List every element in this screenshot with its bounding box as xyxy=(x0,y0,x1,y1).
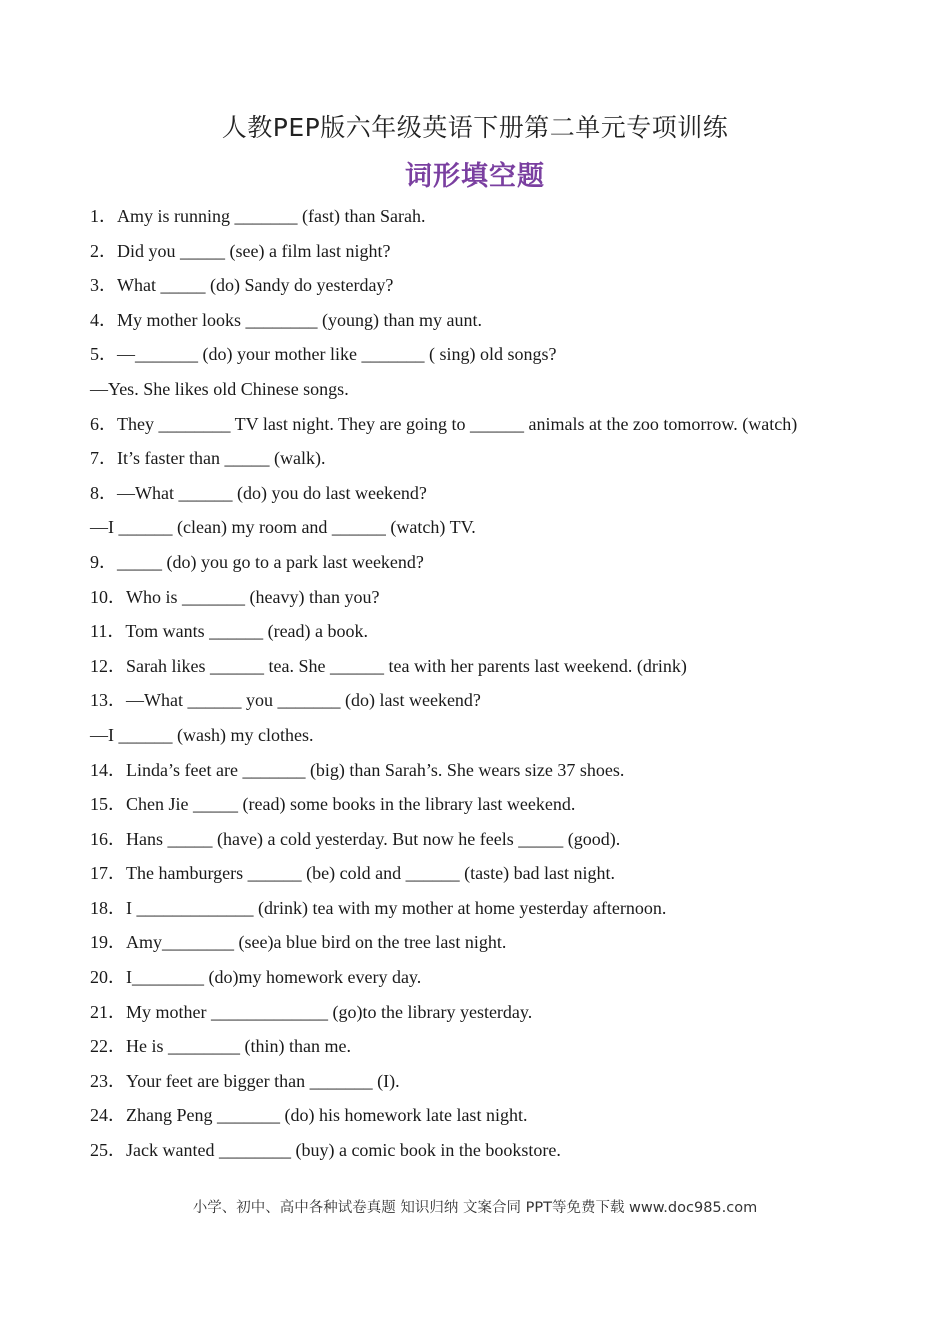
exercise-text: _____ (do) you go to a park last weekend? xyxy=(117,551,424,572)
exercise-number: 20． xyxy=(90,967,126,988)
exercise-text: Hans _____ (have) a cold yesterday. But now he feels _____ (good). xyxy=(126,828,621,849)
exercise-number: 23． xyxy=(90,1070,126,1091)
exercise-text: Amy is running _______ (fast) than Sarah. xyxy=(117,206,426,226)
exercise-item xyxy=(90,654,870,689)
exercise-item xyxy=(90,930,870,965)
exercise-number: 5． xyxy=(90,344,117,365)
exercise-number: 22． xyxy=(90,1036,126,1057)
exercise-text: —Yes. She likes old Chinese songs. xyxy=(90,378,349,399)
exercise-text: The hamburgers ______ (be) cold and ______ (taste) bad last night. xyxy=(126,863,616,884)
exercise-item xyxy=(90,1138,870,1173)
exercise-number: 2． xyxy=(90,240,117,261)
exercise-item xyxy=(90,308,870,343)
exercise-text: —What ______ you _______ (do) last weekend? xyxy=(126,690,481,711)
exercise-item xyxy=(90,965,870,1000)
exercise-item xyxy=(90,1034,870,1069)
exercise-item xyxy=(90,446,870,481)
exercise-item xyxy=(90,861,870,896)
exercise-item xyxy=(90,239,870,274)
exercise-text: Zhang Peng _______ (do) his homework late last night. xyxy=(126,1105,528,1126)
exercise-item xyxy=(90,550,870,585)
exercise-number: 25． xyxy=(90,1140,126,1161)
exercise-number: 14． xyxy=(90,759,126,780)
exercise-text: Did you _____ (see) a film last night? xyxy=(117,240,391,261)
exercise-text: My mother looks ________ (young) than my aunt. xyxy=(117,309,482,330)
exercise-item xyxy=(90,619,870,654)
page-subtitle: 词形填空题 xyxy=(405,161,545,192)
exercise-number: 9． xyxy=(90,551,117,572)
exercise-text: Who is _______ (heavy) than you? xyxy=(126,586,380,607)
exercise-text: I________ (do)my homework every day. xyxy=(126,967,422,988)
exercise-text: Amy________ (see)a blue bird on the tree last night. xyxy=(126,932,507,953)
exercise-text: He is ________ (thin) than me. xyxy=(126,1036,351,1057)
exercise-number: 4． xyxy=(90,309,117,330)
exercise-item xyxy=(90,827,870,862)
exercise-text: It’s faster than _____ (walk). xyxy=(117,448,326,469)
exercise-text: What _____ (do) Sandy do yesterday? xyxy=(117,275,394,296)
exercise-number: 7． xyxy=(90,448,117,469)
exercise-item xyxy=(90,204,870,239)
exercise-text: Linda’s feet are _______ (big) than Sarah’s. She wears size 37 shoes. xyxy=(126,759,625,780)
exercise-item xyxy=(90,1103,870,1138)
exercise-text: My mother _____________ (go)to the library yesterday. xyxy=(126,1001,533,1022)
exercise-item xyxy=(90,896,870,931)
exercise-item xyxy=(90,481,870,516)
exercise-item xyxy=(90,585,870,620)
footer-text: 小学、初中、高中各种试卷真题 知识归纳 文案合同 PPT等免费下载 www.doc985.com xyxy=(192,1200,758,1216)
exercise-number: 16． xyxy=(90,828,126,849)
exercise-text: I _____________ (drink) tea with my mother at home yesterday afternoon. xyxy=(126,897,667,918)
exercise-item xyxy=(90,273,870,308)
exercise-number: 21． xyxy=(90,1001,126,1022)
exercise-item xyxy=(90,342,870,377)
exercise-number: 13． xyxy=(90,690,126,711)
exercise-answer-line xyxy=(90,723,870,758)
exercise-number: 17． xyxy=(90,863,126,884)
exercise-item xyxy=(90,1069,870,1104)
exercise-number: 6． xyxy=(90,413,117,434)
exercise-item xyxy=(90,792,870,827)
exercise-number: 10． xyxy=(90,586,126,607)
exercise-item xyxy=(90,758,870,793)
exercise-text: —I ______ (clean) my room and ______ (watch) TV. xyxy=(90,517,476,538)
exercise-text: —What ______ (do) you do last weekend? xyxy=(117,482,427,503)
exercise-text: Tom wants ______ (read) a book. xyxy=(125,621,369,642)
exercise-text: They ________ TV last night. They are going to ______ animals at the zoo tomorrow. (watch) xyxy=(117,413,798,434)
exercise-item xyxy=(90,412,870,447)
exercise-text: Sarah likes ______ tea. She ______ tea with her parents last weekend. (drink) xyxy=(126,655,687,676)
exercise-number: 15． xyxy=(90,794,126,815)
exercise-list xyxy=(90,204,870,1173)
exercise-text: Jack wanted ________ (buy) a comic book in the bookstore. xyxy=(126,1140,561,1161)
exercise-number: 24． xyxy=(90,1105,126,1126)
exercise-number: 19． xyxy=(90,932,126,953)
exercise-item xyxy=(90,1000,870,1035)
exercise-text: Your feet are bigger than _______ (I). xyxy=(126,1070,400,1091)
exercise-number: 1． xyxy=(90,206,117,226)
exercise-answer-line xyxy=(90,515,870,550)
exercise-number: 12． xyxy=(90,655,126,676)
page-title: 人教PEP版六年级英语下册第二单元专项训练 xyxy=(221,113,729,142)
exercise-text: —_______ (do) your mother like _______ ( sing) old songs? xyxy=(117,344,557,365)
exercise-number: 11． xyxy=(90,621,126,642)
exercise-number: 3． xyxy=(90,275,117,296)
exercise-number: 8． xyxy=(90,482,117,503)
exercise-answer-line xyxy=(90,377,870,412)
exercise-text: Chen Jie _____ (read) some books in the library last weekend. xyxy=(126,794,576,815)
exercise-text: —I ______ (wash) my clothes. xyxy=(90,724,314,745)
exercise-number: 18． xyxy=(90,897,126,918)
exercise-item xyxy=(90,688,870,723)
